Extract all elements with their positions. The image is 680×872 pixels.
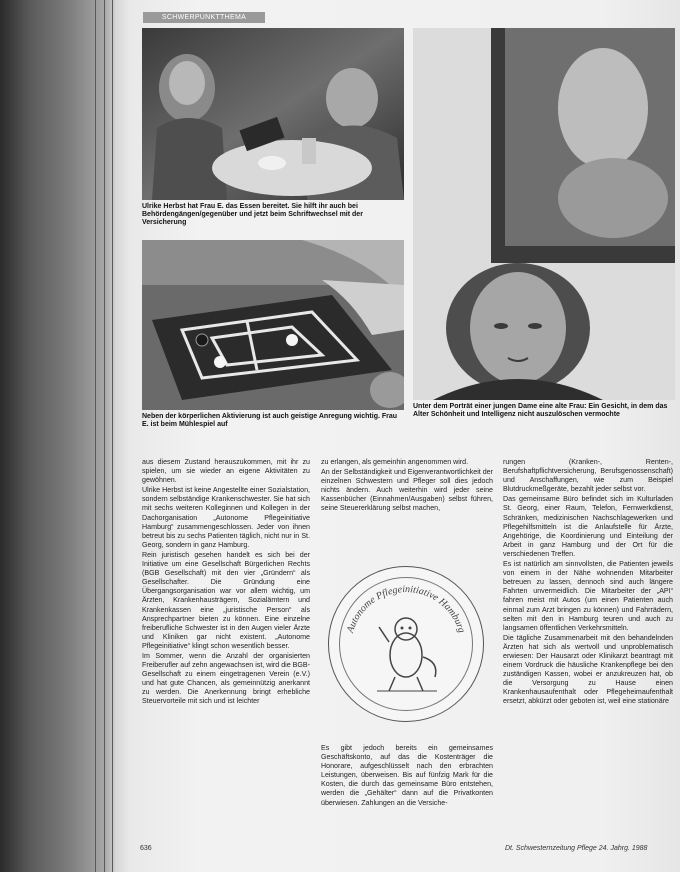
text-column-left (142, 458, 310, 708)
paragraph: Die tägliche Zusammenarbeit mit den behandelnden Ärzten hat sich als wertvoll und unproblematisch erwiesen: Der Hausarzt oder Klinikarzt beantragt mit einem Vordruck die häusliche Krankenpflege bei den zuständigen Kassen, wobei er anzukreuzen hat, ob die Versorgung zu Hause einen Krankenhausaufenthalt oder Pflegeheimaufenthalt ersetzt, abkürzt oder geboten ist, weil eine stationäre (503, 633, 673, 706)
organization-seal-logo (328, 566, 484, 722)
book-spine (0, 0, 115, 872)
page-edge-line (104, 0, 105, 872)
text-column-middle-top (321, 458, 493, 515)
paragraph: Es ist natürlich am sinnvollsten, die Patienten jeweils von einem in der Nähe wohnenden Mitarbeiter betreuen zu lassen, dennoch sind auch längere Fahrten unvermeidlich. Die Mitarbeiter der „API“ fahren meist mit Autos (um einen Patienten auch einmal zum Arzt bringen zu können) und Fahrrädern, selten mit den in Hamburg teuren und auch zu langsamen öffentlichen Verkehrsmitteln. (503, 560, 673, 632)
svg-text:Autonome Pflegeinitiative Hamb: Autonome Pflegeinitiative Hamburg (345, 583, 467, 635)
photo-woman-under-portrait (413, 28, 675, 400)
paragraph: zu erlangen, als gemeinhin angenommen wird. (321, 458, 469, 466)
page-edge-line (112, 0, 113, 872)
paragraph: Rein juristisch gesehen handelt es sich bei der Initiative um eine Gesellschaft Bürgerlichen Rechts (BGB Gesellschaft) mit den vier „Gründern“ als Gesellschafter. Die Gründung eine Übergangsorganisation war vor allem wichtig, um Ärzten, Krankenhausträgern, Sozialämtern und Krankenkassen eine „juristische Person“ als Ansprechpartner bieten zu können. Eine einzelne freiberufliche Schwester ist in den Augen vieler Ärzte und Kliniken gar nicht existent. „Autonome Pflegeinitiative“ klingt schon wesentlich besser. (142, 550, 310, 650)
paragraph: Das gemeinsame Büro befindet sich im Kulturladen St. Georg, einer Raum, Telefon, Fernwerkdienst, Schränken, medizinischen Nachschlagewerken und Pflegehilfsmitteln ist die Anlaufstelle für Ärzte, Angehörige, die Koordinierung und Einteilung der Arbeit in ganz Hamburg und der Ort für die verschiedenen Treffen. (503, 495, 673, 558)
photo-2-image (142, 240, 404, 410)
photo-mill-board-game (142, 240, 404, 410)
photo-3-image (413, 28, 675, 400)
page-edge-line (95, 0, 96, 872)
paragraph: rungen (Kranken-, Renten-, Berufshaftpflichtversicherung, Berufsgenossenschaft) und Anschaffungen, wie zum Beispiel Blutdruckmeßgeräte, bezahlt jeder selbst vor. (503, 458, 673, 494)
text-column-middle-bottom (321, 744, 493, 809)
seal-drawing (329, 567, 483, 721)
text-column-right (503, 458, 673, 708)
photo-1-image (142, 28, 404, 200)
paragraph: Es gibt jedoch bereits ein gemeinsames Geschäftskonto, auf das die Kostenträger die Honorare, aufgeschlüsselt nach den erbrachten Leistungen, überweisen. Bis auf fünfzig Mark für die Kosten, die durch das gemeinsame Büro entstehen, werden die „Gehälter“ dann auf die Privatkonten überwiesen. Zahlungen an die Versiche- (321, 744, 493, 807)
paragraph: Ulrike Herbst ist keine Angestellte einer Sozialstation, sondern selbständige Krankenschwester. Sie hat sich mit sechs weiteren Kolleginnen und Kollegen in der Dachorganisation „Autonome Pflegeinitiative Hamburg“ zusammengeschlossen. Jeder von ihnen betreut bis zu sechs Patienten täglich, nicht nur in St. Georg, sondern in ganz Hamburg. (142, 486, 310, 549)
photo-2-caption: Neben der körperlichen Aktivierung ist auch geistige Anregung wichtig. Frau E. ist beim Mühlespiel auf (142, 413, 398, 428)
paragraph: An der Selbständigkeit und Eigenverantwortlichkeit der einzelnen Schwestern und Pfleger soll dies jedoch nichts ändern. Auch weiterhin wird jeder seine Kassenbücher (Einnahmen/Ausgaben) selbst führen, seine Steuererklärung selbst machen, (321, 468, 493, 513)
photo-nurse-serving-meal (142, 28, 404, 200)
section-header: SCHWERPUNKTTHEMA (143, 12, 265, 23)
photo-1-caption: Ulrike Herbst hat Frau E. das Essen bereitet. Sie hilft ihr auch bei Behördengängen/gegenüber und jetzt beim Schriftwechsel mit der Versicherung (142, 203, 363, 226)
paragraph: Im Sommer, wenn die Anzahl der organisierten Freiberufler auf zehn angewachsen ist, wird die BGB-Gesellschaft zu einem eingetragenen Verein (e.V.) und hat gute Chancen, als gemeinnützig anerkannt zu werden. Die Anerkennung bringt erhebliche Steuervorteile mit sich und ist leichter (142, 651, 310, 706)
page-number: 636 (140, 845, 152, 852)
paragraph: aus diesem Zustand herauszukommen, mit ihr zu spielen, um sie wieder an eigene Aktivitäten zu gewöhnen. (142, 458, 310, 485)
photo-3-caption: Unter dem Porträt einer jungen Dame eine alte Frau: Ein Gesicht, in dem das Alter Schönheit und Intelligenz nicht auszulöschen vermochte (413, 403, 668, 418)
journal-footer: Dt. Schwesternzeitung Pflege 24. Jahrg. 1988 (505, 845, 648, 852)
